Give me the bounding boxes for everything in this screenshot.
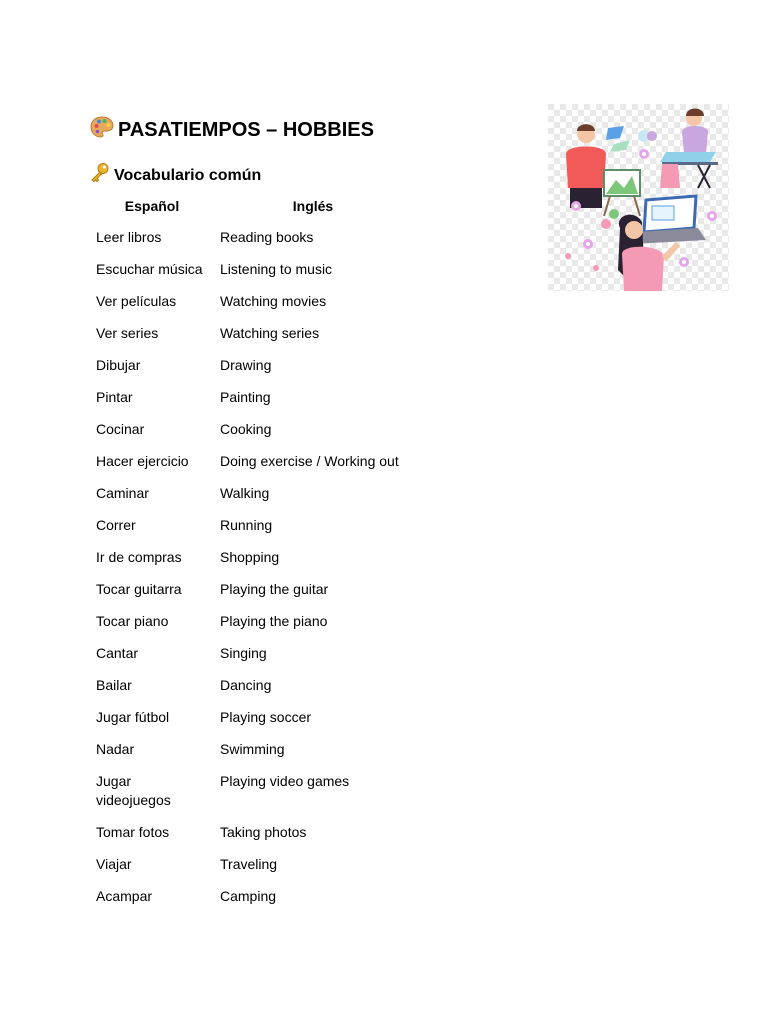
- column-header-spanish: Español: [124, 198, 180, 214]
- table-row: [90, 574, 412, 606]
- english-term: Playing video games: [220, 773, 350, 789]
- english-term: Playing the guitar: [220, 581, 329, 597]
- table-row: [90, 606, 412, 638]
- table-row: [90, 478, 412, 510]
- english-term: Running: [220, 517, 273, 533]
- spanish-term: Caminar: [96, 485, 149, 501]
- english-term: Reading books: [220, 229, 314, 245]
- table-row: [90, 318, 412, 350]
- english-term: Drawing: [220, 357, 272, 373]
- spanish-term: Tocar piano: [96, 613, 169, 629]
- table-row: [90, 638, 412, 670]
- table-row: [90, 734, 412, 766]
- spanish-term: Escuchar música: [96, 261, 203, 277]
- table-row: [90, 382, 412, 414]
- english-term: Singing: [220, 645, 267, 661]
- spanish-term: Cocinar: [96, 421, 145, 437]
- key-icon: [90, 162, 112, 189]
- page-title-text: PASATIEMPOS – HOBBIES: [118, 119, 374, 141]
- english-term: Painting: [220, 389, 271, 405]
- english-term: Camping: [220, 888, 277, 904]
- english-term: Playing soccer: [220, 709, 312, 725]
- table-row: [90, 446, 412, 478]
- vocabulary-table: [90, 190, 412, 913]
- table-row: [90, 286, 412, 318]
- table-row: [90, 414, 412, 446]
- spanish-term: Hacer ejercicio: [96, 453, 189, 469]
- spanish-term: Tomar fotos: [96, 824, 170, 840]
- hobbies-illustration: [548, 104, 729, 291]
- spanish-term: Pintar: [96, 389, 133, 405]
- table-row: [90, 766, 412, 817]
- spanish-term: Leer libros: [96, 229, 162, 245]
- spanish-term: Tocar guitarra: [96, 581, 182, 597]
- spanish-term: Dibujar: [96, 357, 141, 373]
- table-row: [90, 350, 412, 382]
- english-term: Taking photos: [220, 824, 307, 840]
- hobbies-illustration-icon: [548, 104, 729, 291]
- palette-icon: [90, 116, 116, 145]
- table-row: [90, 817, 412, 849]
- spanish-term: Ir de compras: [96, 549, 182, 565]
- vocabulary-rows: [90, 222, 412, 913]
- table-row: [90, 849, 412, 881]
- spanish-term: Nadar: [96, 741, 135, 757]
- english-term: Listening to music: [220, 261, 333, 277]
- table-row: [90, 254, 412, 286]
- page-title: [90, 116, 374, 145]
- table-row: [90, 542, 412, 574]
- spanish-term: Correr: [96, 517, 136, 533]
- spanish-term: Cantar: [96, 645, 139, 661]
- english-term: Playing the piano: [220, 613, 328, 629]
- section-title-text: Vocabulario común: [114, 167, 262, 184]
- english-term: Watching series: [220, 325, 320, 341]
- spanish-term: Jugar videojuegos: [96, 773, 171, 808]
- table-row: [90, 222, 412, 254]
- table-row: [90, 670, 412, 702]
- table-row: [90, 510, 412, 542]
- table-row: [90, 881, 412, 913]
- spanish-term: Ver películas: [96, 293, 177, 309]
- spanish-term: Viajar: [96, 856, 132, 872]
- english-term: Traveling: [220, 856, 278, 872]
- section-title: [90, 162, 261, 189]
- english-term: Doing exercise / Working out: [220, 453, 399, 469]
- english-term: Dancing: [220, 677, 272, 693]
- spanish-term: Ver series: [96, 325, 159, 341]
- english-term: Cooking: [220, 421, 272, 437]
- table-row: [90, 702, 412, 734]
- spanish-term: Acampar: [96, 888, 153, 904]
- english-term: Swimming: [220, 741, 285, 757]
- spanish-term: Bailar: [96, 677, 132, 693]
- column-header-english: Inglés: [292, 198, 334, 214]
- english-term: Watching movies: [220, 293, 327, 309]
- table-header-row: [90, 190, 412, 222]
- english-term: Shopping: [220, 549, 280, 565]
- spanish-term: Jugar fútbol: [96, 709, 170, 725]
- english-term: Walking: [220, 485, 270, 501]
